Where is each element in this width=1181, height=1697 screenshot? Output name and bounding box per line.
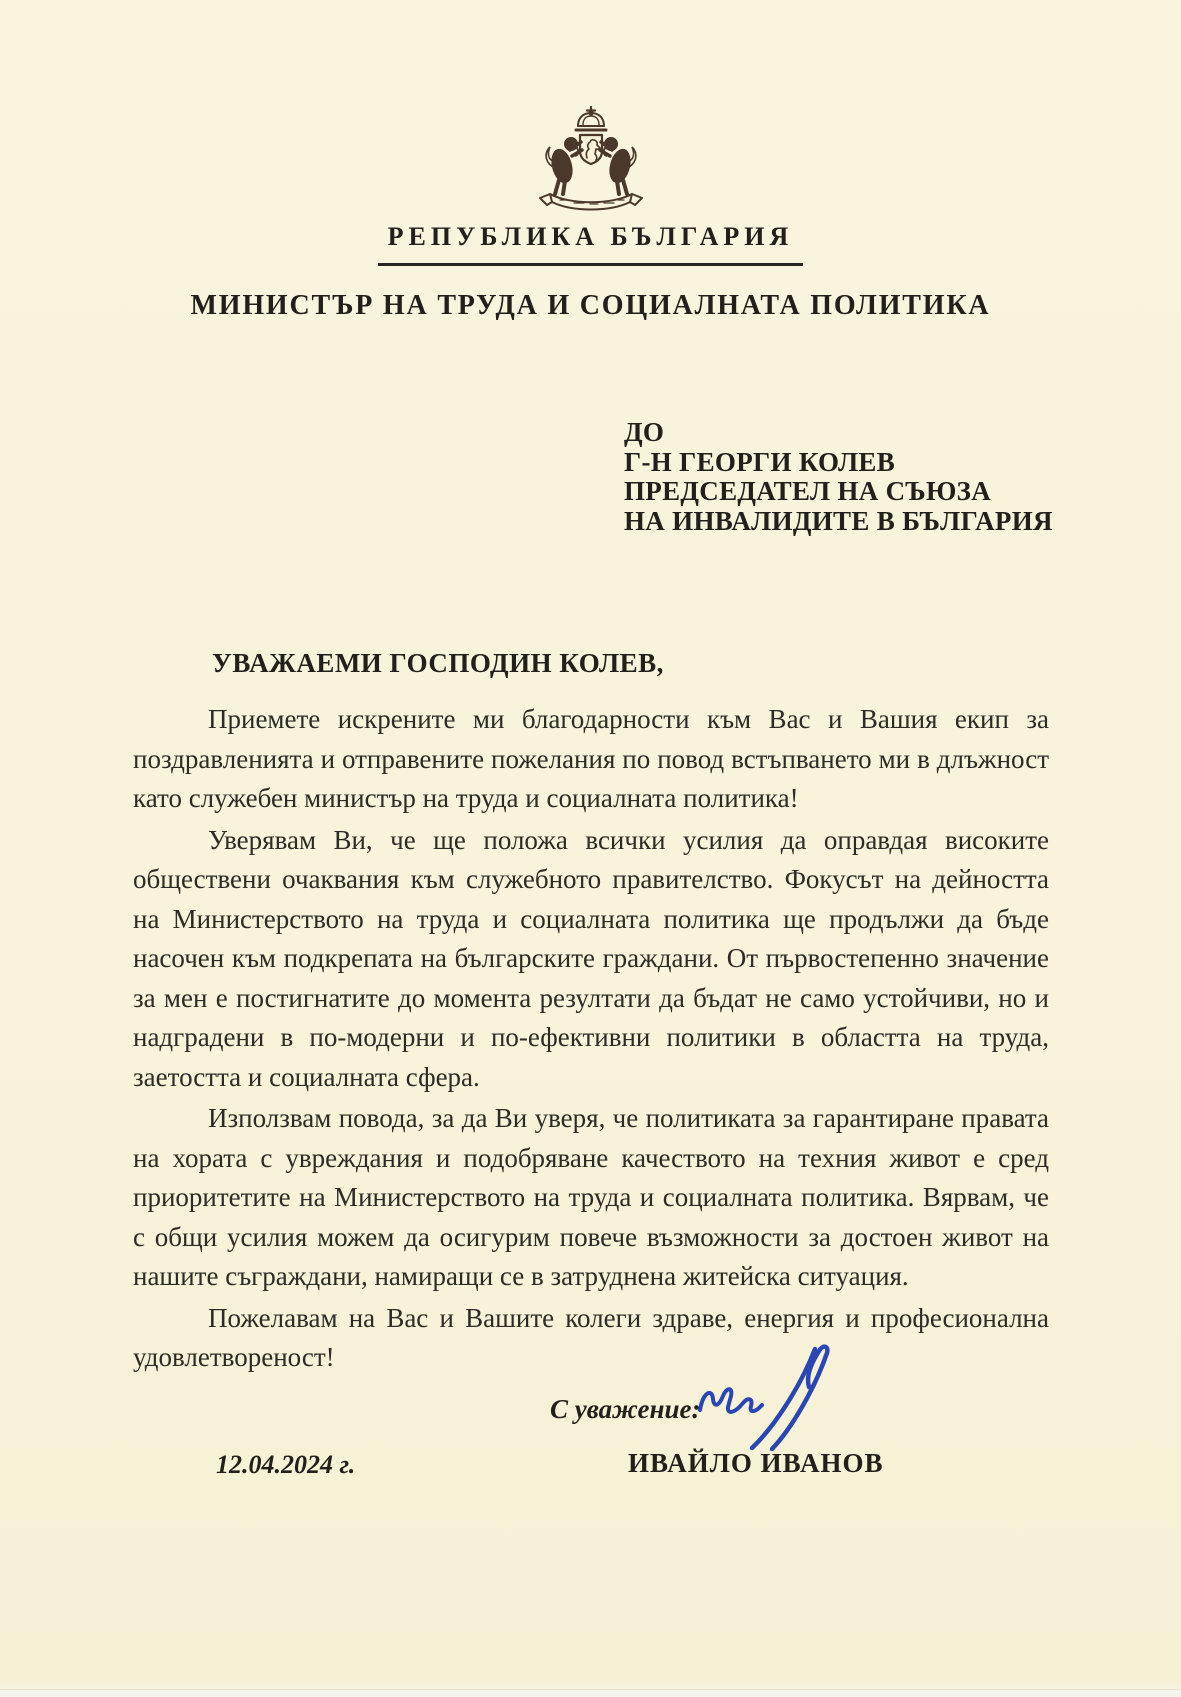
- scan-edge-artifact: [0, 1689, 1181, 1697]
- salutation: УВАЖАЕМИ ГОСПОДИН КОЛЕВ,: [212, 648, 664, 678]
- letter-paragraph: Приемете искрените ми благодарности към Вас и Вашия екип за поздравленията и отправените пожелания по повод встъпването ми в длъжност като служебен министър на труда и социалната политика!: [133, 704, 1049, 813]
- letter-paragraph: Използвам повода, за да Ви уверя, че политиката за гарантиране правата на хората с увреждания и подобряване качеството на техния живот е сред приоритетите на Министерството на труда и социалната политика. Вярвам, че с общи усилия можем да осигурим повече възможности за достоен живот на нашите съграждани, намиращи се в затруднена житейска ситуация.: [133, 1103, 1049, 1291]
- handwritten-signature-icon: [688, 1336, 863, 1451]
- recipient-block: [624, 418, 1053, 536]
- letter-date: 12.04.2024 г.: [216, 1450, 356, 1479]
- minister-title: МИНИСТЪР НА ТРУДА И СОЦИАЛНАТА ПОЛИТИКА: [190, 290, 991, 321]
- recipient-line: ДО: [624, 417, 665, 447]
- republic-title-row: [0, 222, 1181, 266]
- letter-body: [133, 700, 1049, 1380]
- letter-paragraph: Уверявам Ви, че ще положа всички усилия да оправдая високите обществени очаквания към служебното правителство. Фокусът на дейността на Министерството на труда и социалната политика ще продължи да бъде насочен към подкрепата на българските граждани. От първостепенно значение за мен е постигнатите до момента резултати да бъдат не само устойчиви, но и надградени в по-модерни и по-ефективни политики в областта на труда, заетостта и социалната сфера.: [133, 824, 1049, 1092]
- letter-paragraph: Пожелавам на Вас и Вашите колеги здраве, енергия и професионална удовлетвореност!: [133, 1302, 1049, 1372]
- recipient-line: НА ИНВАЛИДИТЕ В БЪЛГАРИЯ: [624, 505, 1053, 536]
- signatory-name: ИВАЙЛО ИВАНОВ: [628, 1448, 884, 1478]
- valediction: С уважение:: [550, 1394, 701, 1424]
- recipient-line: ПРЕДСЕДАТЕЛ НА СЪЮЗА: [624, 476, 992, 506]
- recipient-line: Г-Н ГЕОРГИ КОЛЕВ: [624, 446, 896, 477]
- bulgaria-coat-of-arms-icon: [525, 104, 657, 214]
- republic-title: РЕПУБЛИКА БЪЛГАРИЯ: [378, 222, 804, 266]
